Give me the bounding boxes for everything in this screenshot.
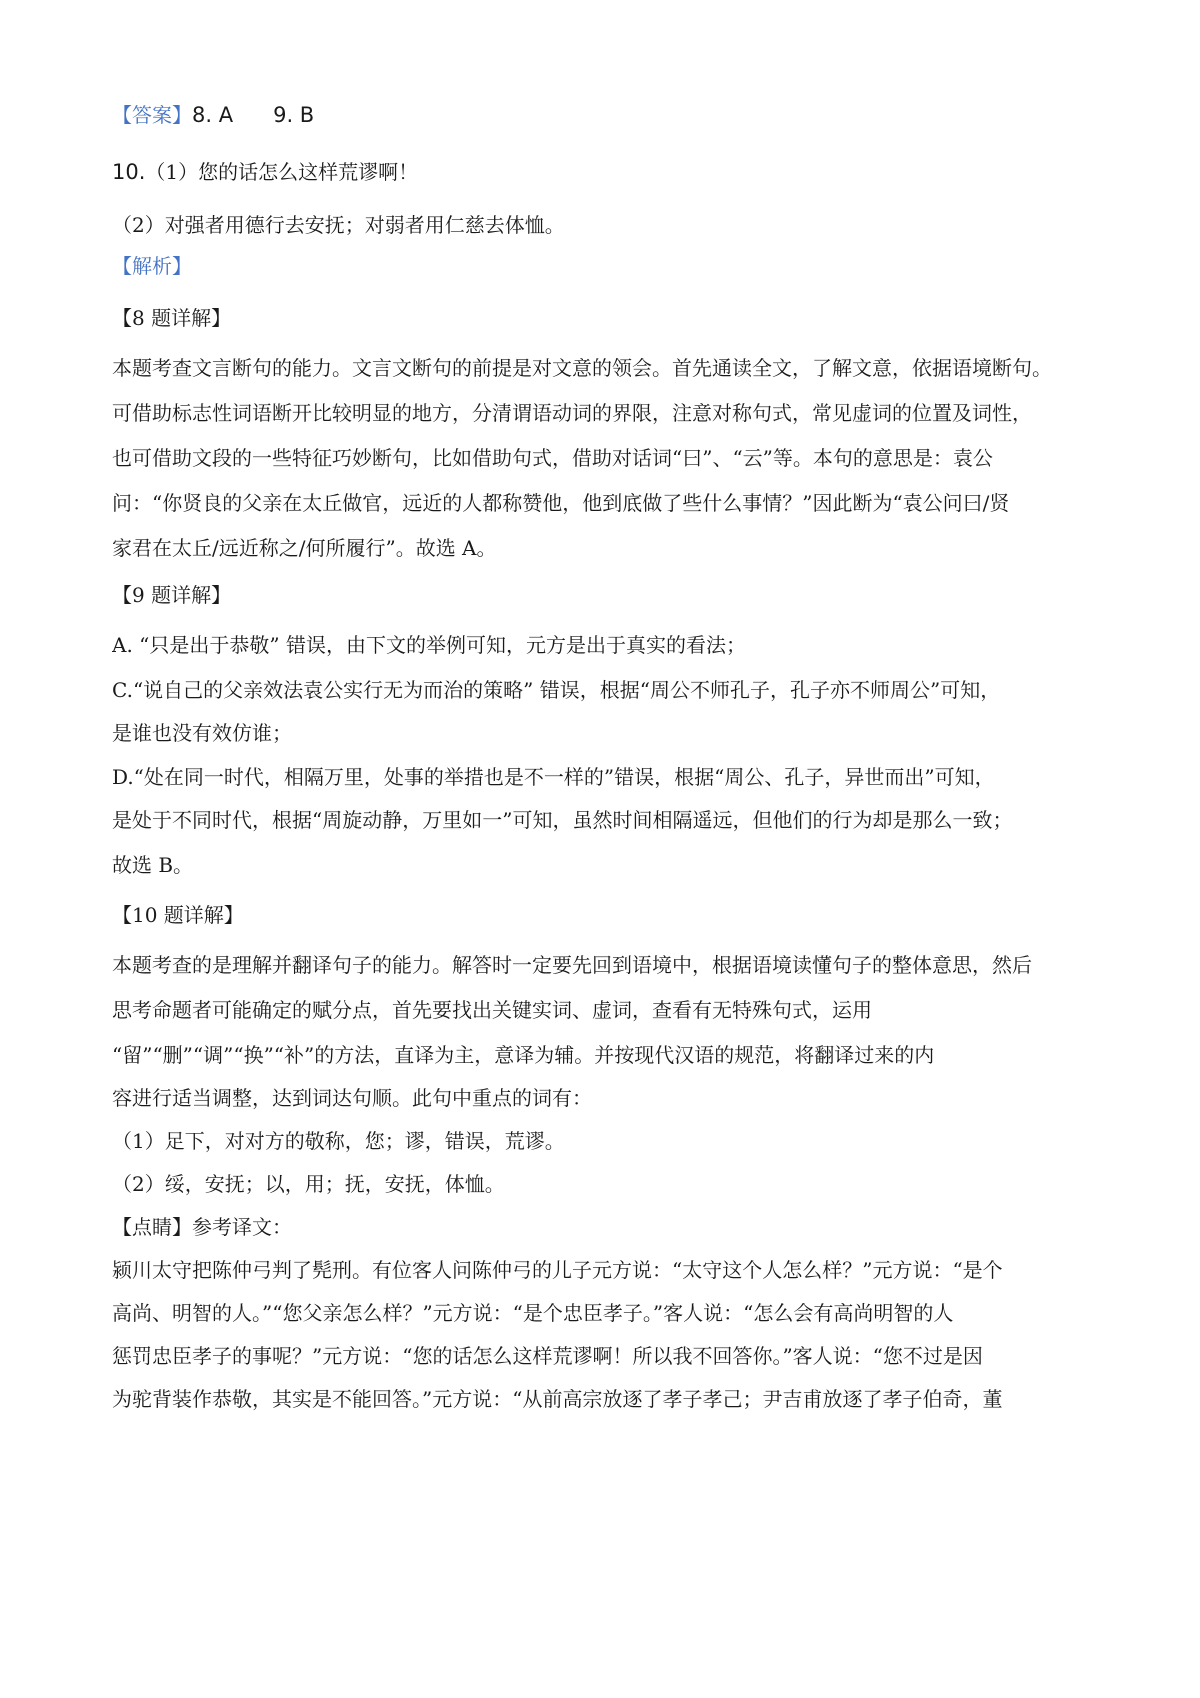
detail10-line: 思考命题者可能确定的赋分点，首先要找出关键实词、虚词，查看有无特殊句式，运用 <box>112 998 872 1022</box>
detail9-line: D.“处在同一时代，相隔万里，处事的举措也是不一样的”错误，根据“周公、孔子，异世而出”可知， <box>112 765 995 789</box>
detail10-line: （2）绥，安抚；以，用；抚，安抚，体恤。 <box>112 1172 505 1196</box>
detail9-title: 【9 题详解】 <box>112 583 232 607</box>
q10-number: 10. <box>112 160 146 184</box>
detail10-title: 【10 题详解】 <box>112 903 244 927</box>
answer-q9: 9. B <box>273 103 315 127</box>
analysis-label: 【解析】 <box>112 254 192 278</box>
comment-line: 高尚、明智的人。”“您父亲怎么样？”元方说：“是个忠臣孝子。”客人说：“怎么会有高尚明智的人 <box>112 1301 954 1325</box>
detail8-line: 家君在太丘/远近称之/何所履行”。故选 A。 <box>112 536 497 560</box>
q10-answer-part1 <box>112 157 1102 187</box>
detail9-line: A. “只是出于恭敬” 错误，由下文的举例可知，元方是出于真实的看法； <box>112 633 746 657</box>
detail8-line: 可借助标志性词语断开比较明显的地方，分清谓语动词的界限，注意对称句式，常见虚词的位置及词性， <box>112 401 1032 425</box>
comment-line: 为驼背装作恭敬，其实是不能回答。”元方说：“从前高宗放逐了孝子孝己；尹吉甫放逐了孝子伯奇，董 <box>112 1387 1003 1411</box>
detail9-line: 是处于不同时代，根据“周旋动静，万里如一”可知，虽然时间相隔遥远，但他们的行为却是那么一致； <box>112 808 1013 832</box>
detail8-line: 本题考查文言断句的能力。文言文断句的前提是对文意的领会。首先通读全文，了解文意，依据语境断句。 <box>112 356 1052 380</box>
answer-q8: 8. A <box>192 103 234 127</box>
answer-line <box>112 100 1102 130</box>
detail10-line: “留”“删”“调”“换”“补”的方法，直译为主，意译为辅。并按现代汉语的规范，将翻译过来的内 <box>112 1043 935 1067</box>
q10-answer-part2: （2）对强者用德行去安抚；对弱者用仁慈去体恤。 <box>112 213 565 237</box>
detail8-line: 问：“你贤良的父亲在太丘做官，远近的人都称赞他，他到底做了些什么事情？”因此断为“袁公问曰/贤 <box>112 491 1010 515</box>
comment-label: 【点睛】参考译文： <box>112 1215 292 1239</box>
comment-line: 颍川太守把陈仲弓判了髡刑。有位客人问陈仲弓的儿子元方说：“太守这个人怎么样？”元方说：“是个 <box>112 1258 1003 1282</box>
q10-part1-text: （1）您的话怎么这样荒谬啊！ <box>145 160 419 184</box>
comment-line: 惩罚忠臣孝子的事呢？”元方说：“您的话怎么这样荒谬啊！所以我不回答你。”客人说：“您不过是因 <box>112 1344 983 1368</box>
detail9-line: 是谁也没有效仿谁； <box>112 721 292 745</box>
detail9-line: C.“说自己的父亲效法袁公实行无为而治的策略” 错误，根据“周公不师孔子，孔子亦不师周公”可知， <box>112 678 1001 702</box>
detail9-line: 故选 B。 <box>112 853 194 877</box>
detail10-line: 容进行适当调整，达到词达句顺。此句中重点的词有： <box>112 1086 592 1110</box>
detail10-line: 本题考查的是理解并翻译句子的能力。解答时一定要先回到语境中，根据语境读懂句子的整体意思，然后 <box>112 953 1032 977</box>
answer-label: 【答案】 <box>112 103 192 127</box>
detail8-title: 【8 题详解】 <box>112 306 232 330</box>
detail10-line: （1）足下，对对方的敬称，您；谬，错误，荒谬。 <box>112 1129 565 1153</box>
detail8-line: 也可借助文段的一些特征巧妙断句，比如借助句式，借助对话词“曰”、“云”等。本句的意思是：袁公 <box>112 446 993 470</box>
